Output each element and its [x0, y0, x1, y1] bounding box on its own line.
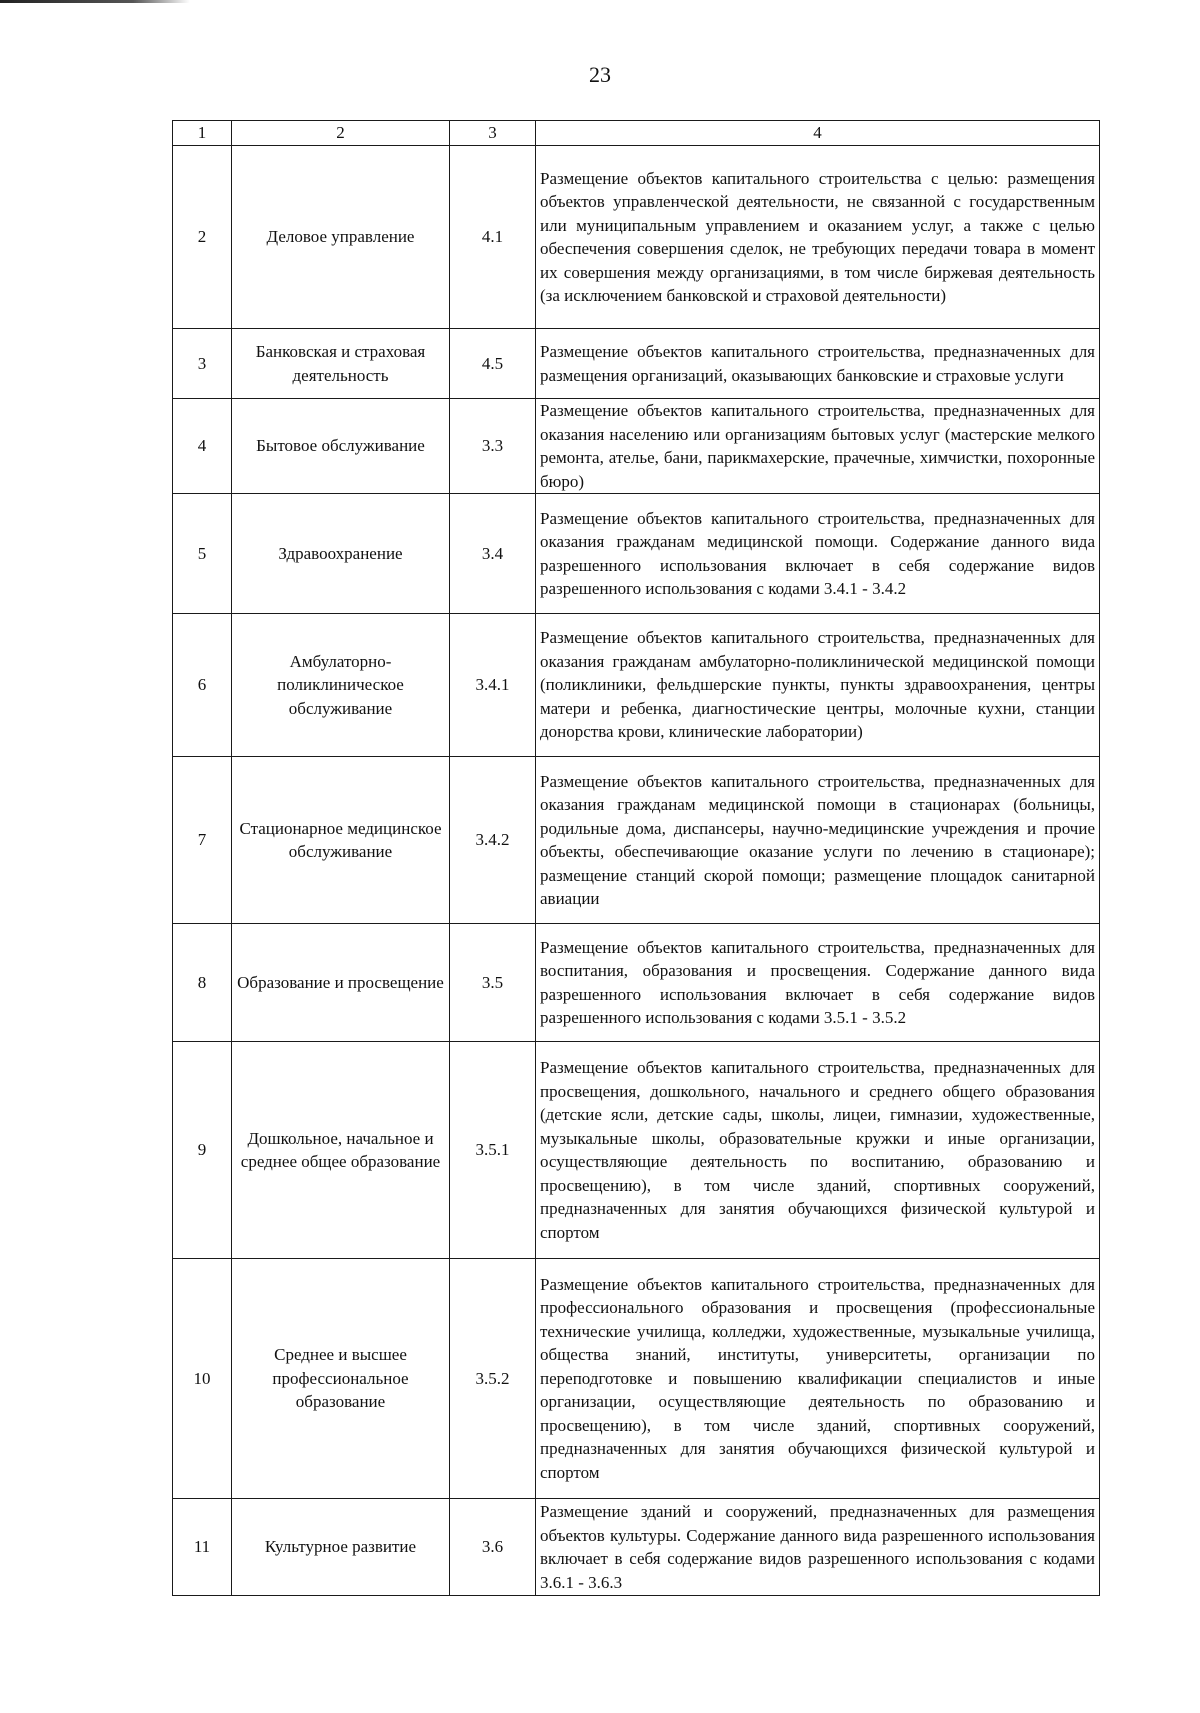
use-type-code: 3.3: [450, 399, 536, 494]
use-type-name: Здравоохранение: [232, 494, 450, 614]
table-row: [173, 1499, 1100, 1596]
use-type-name: Образование и просвещение: [232, 924, 450, 1042]
use-type-description: Размещение объектов капитального строительства, предназначенных для размещения организаций, оказывающих банковские и страховые услуги: [536, 329, 1100, 399]
page-number: 23: [589, 62, 611, 87]
use-type-description: Размещение объектов капитального строительства, предназначенных для оказания гражданам медицинской помощи. Содержание данного вида разрешенного использования включает в себя содержание видов разрешенного использования с кодами 3.4.1 - 3.4.2: [536, 494, 1100, 614]
use-type-description: Размещение объектов капитального строительства, предназначенных для воспитания, образования и просвещения. Содержание данного вида разрешенного использования включает в себя содержание видов разрешенного использования с кодами 3.5.1 - 3.5.2: [536, 924, 1100, 1042]
table-row: [173, 494, 1100, 614]
use-type-description: Размещение объектов капитального строительства, предназначенных для оказания гражданам медицинской помощи в стационарах (больницы, родильные дома, диспансеры, научно-медицинские учреждения и прочие объекты, обеспечивающие оказание услуги по лечению в стационаре); размещение станций скорой помощи; размещение площадок санитарной авиации: [536, 757, 1100, 924]
use-type-name: Деловое управление: [232, 146, 450, 329]
table-header-row: [173, 121, 1100, 146]
use-type-code: 3.5.1: [450, 1042, 536, 1259]
use-type-description: Размещение объектов капитального строительства, предназначенных для оказания гражданам амбулаторно-поликлинической медицинской помощи (поликлиники, фельдшерские пункты, пункты здравоохранения, центры матери и ребенка, диагностические центры, молочные кухни, станции донорства крови, клинические лаборатории): [536, 614, 1100, 757]
table-row: [173, 399, 1100, 494]
use-type-name: Банковская и страховая деятельность: [232, 329, 450, 399]
row-number: 10: [173, 1259, 232, 1499]
table-row: [173, 146, 1100, 329]
use-type-description: Размещение зданий и сооружений, предназначенных для размещения объектов культуры. Содержание данного вида разрешенного использования включает в себя содержание видов разрешенного использования с кодами 3.6.1 - 3.6.3: [536, 1499, 1100, 1596]
header-col-4: 4: [536, 121, 1100, 146]
row-number: 11: [173, 1499, 232, 1596]
use-type-name: Дошкольное, начальное и среднее общее образование: [232, 1042, 450, 1259]
use-type-code: 3.4: [450, 494, 536, 614]
use-type-description: Размещение объектов капитального строительства, предназначенных для просвещения, дошкольного, начального и среднего общего образования (детские ясли, детские сады, школы, лицеи, гимназии, художественные, музыкальные школы, образовательные кружки и иные организации, осуществляющие деятельность по воспитанию, образованию и просвещению), в том числе зданий, спортивных сооружений, предназначенных для занятия обучающихся физической культурой и спортом: [536, 1042, 1100, 1259]
use-type-code: 3.4.2: [450, 757, 536, 924]
header-col-3: 3: [450, 121, 536, 146]
use-type-code: 3.6: [450, 1499, 536, 1596]
header-col-1: 1: [173, 121, 232, 146]
row-number: 3: [173, 329, 232, 399]
row-number: 2: [173, 146, 232, 329]
row-number: 5: [173, 494, 232, 614]
land-use-table: [172, 120, 1100, 1596]
use-type-description: Размещение объектов капитального строительства, предназначенных для оказания населению или организациям бытовых услуг (мастерские мелкого ремонта, ателье, бани, парикмахерские, прачечные, химчистки, похоронные бюро): [536, 399, 1100, 494]
table-row: [173, 1042, 1100, 1259]
row-number: 8: [173, 924, 232, 1042]
row-number: 9: [173, 1042, 232, 1259]
use-type-code: 3.5.2: [450, 1259, 536, 1499]
use-type-name: Бытовое обслуживание: [232, 399, 450, 494]
use-type-code: 4.5: [450, 329, 536, 399]
use-type-code: 3.4.1: [450, 614, 536, 757]
use-type-description: Размещение объектов капитального строительства с целью: размещения объектов управленческой деятельности, не связанной с государственным или муниципальным управлением и оказанием услуг, а также с целью обеспечения совершения сделок, не требующих передачи товара в момент их совершения между организациями, в том числе биржевая деятельность (за исключением банковской и страховой деятельности): [536, 146, 1100, 329]
table-row: [173, 924, 1100, 1042]
use-type-name: Амбулаторно-поликлиническое обслуживание: [232, 614, 450, 757]
table-row: [173, 329, 1100, 399]
row-number: 7: [173, 757, 232, 924]
header-col-2: 2: [232, 121, 450, 146]
row-number: 6: [173, 614, 232, 757]
use-type-description: Размещение объектов капитального строительства, предназначенных для профессионального образования и просвещения (профессиональные технические училища, колледжи, художественные, музыкальные училища, общества знаний, институты, университеты, организации по переподготовке и повышению квалификации специалистов и иные организации, осуществляющие деятельность по образованию и просвещению), в том числе зданий, спортивных сооружений, предназначенных для занятия обучающихся физической культурой и спортом: [536, 1259, 1100, 1499]
scan-edge-mark: [0, 0, 190, 3]
use-type-code: 3.5: [450, 924, 536, 1042]
use-type-name: Стационарное медицинское обслуживание: [232, 757, 450, 924]
table-row: [173, 1259, 1100, 1499]
use-type-name: Культурное развитие: [232, 1499, 450, 1596]
table-row: [173, 614, 1100, 757]
table-row: [173, 757, 1100, 924]
use-type-code: 4.1: [450, 146, 536, 329]
use-type-name: Среднее и высшее профессиональное образование: [232, 1259, 450, 1499]
row-number: 4: [173, 399, 232, 494]
